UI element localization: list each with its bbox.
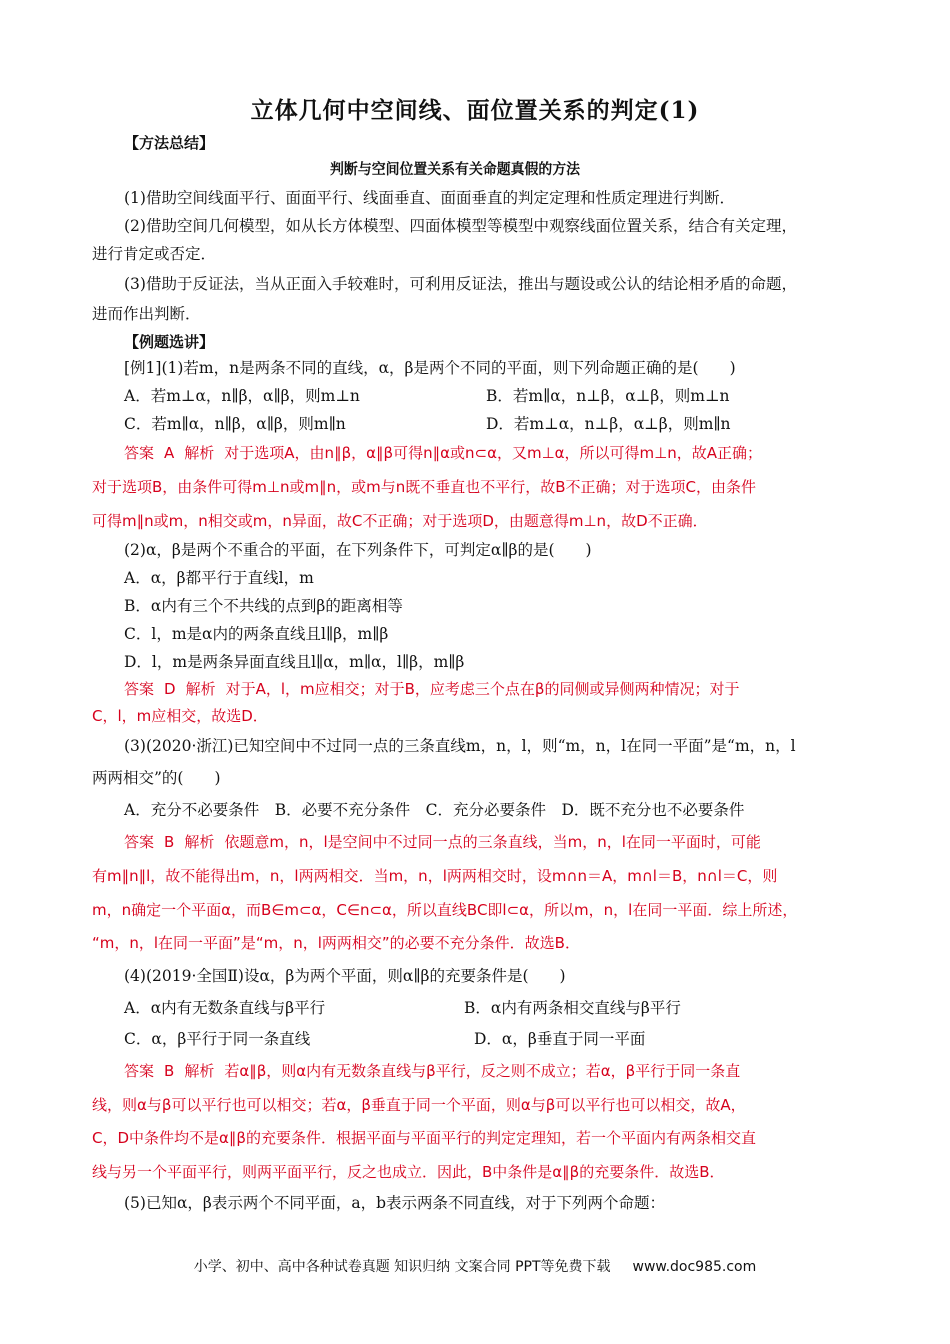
- option-a: A．α内有无数条直线与β平行: [124, 999, 326, 1017]
- analysis-text: 对于选项A，由n∥β，α∥β可得n∥α或n⊂α，又m⊥α，所以可得m⊥n，故A正确；: [224, 444, 762, 462]
- option-c: C．l，m是α内的两条直线且l∥β，m∥β: [124, 625, 389, 643]
- answer-value: D: [164, 680, 176, 698]
- footer-text: 小学、初中、高中各种试卷真题 知识归纳 文案合同 PPT等免费下载: [193, 1259, 611, 1275]
- analysis-label: 解析: [184, 444, 215, 462]
- question-stem: (4)(2019·全国Ⅱ)设α，β为两个平面，则α∥β的充要条件是( ): [124, 967, 566, 985]
- option-a: A．α，β都平行于直线l，m: [124, 569, 314, 587]
- analysis-text: 可得m∥n或m，n相交或m，n异面，故C不正确；对于选项D，由题意得m⊥n，故D不正确．: [92, 512, 708, 530]
- analysis-text: 对于选项B，由条件可得m⊥n或m∥n，或m与n既不垂直也不平行，故B不正确；对于选项C，由条件: [92, 478, 756, 496]
- answer-line: [124, 832, 761, 852]
- page-footer: [0, 1256, 950, 1276]
- options-row: A．充分不必要条件 B．必要不充分条件 C．充分必要条件 D．既不充分也不必要条件: [124, 801, 745, 819]
- question-stem: (3)(2020·浙江)已知空间中不过同一点的三条直线m，n，l，则“m，n，l在同一平面”是“m，n，l: [124, 737, 796, 755]
- analysis-text: 对于A，l，m应相交；对于B，应考虑三个点在β的同侧或异侧两种情况；对于: [225, 680, 740, 698]
- analysis-text: m，n确定一个平面α，而B∈m⊂α，C∈n⊂α，所以直线BC即l⊂α，所以m，n，l在同一平面．综上所述，: [92, 901, 798, 919]
- analysis-text: C，l，m应相交，故选D．: [92, 707, 268, 725]
- method-line: (2)借助空间几何模型，如从长方体模型、四面体模型等模型中观察线面位置关系，结合有关定理，: [124, 217, 797, 235]
- answer-label: 答案: [124, 680, 155, 698]
- answer-value: B: [164, 1062, 175, 1080]
- answer-label: 答案: [124, 833, 155, 851]
- answer-line: [124, 679, 740, 699]
- analysis-label: 解析: [185, 680, 216, 698]
- option-b: B．α内有两条相交直线与β平行: [464, 999, 681, 1017]
- analysis-text: 线，则α与β可以平行也可以相交；若α，β垂直于同一个平面，则α与β可以平行也可以相交，故A，: [92, 1096, 746, 1114]
- option-a: A．若m⊥α，n∥β，α∥β，则m⊥n: [124, 387, 360, 405]
- option-d: D．l，m是两条异面直线且l∥α，m∥α，l∥β，m∥β: [124, 653, 465, 671]
- answer-label: 答案: [124, 1062, 155, 1080]
- analysis-text: 依题意m，n，l是空间中不过同一点的三条直线，当m，n，l在同一平面时，可能: [224, 833, 761, 851]
- analysis-text: “m，n，l在同一平面”是“m，n，l两两相交”的必要不充分条件．故选B．: [92, 934, 580, 952]
- method-line: (1)借助空间线面平行、面面平行、线面垂直、面面垂直的判定定理和性质定理进行判断．: [124, 189, 735, 207]
- answer-value: A: [164, 444, 175, 462]
- option-b: B．若m∥α，n⊥β，α⊥β，则m⊥n: [486, 387, 730, 405]
- question-stem: (5)已知α，β表示两个不同平面，a，b表示两条不同直线，对于下列两个命题：: [124, 1194, 666, 1212]
- option-d: D．若m⊥α，n⊥β，α⊥β，则m∥n: [486, 415, 731, 433]
- page-title: 立体几何中空间线、面位置关系的判定(1): [250, 97, 700, 124]
- answer-line: [124, 443, 762, 463]
- answer-value: B: [164, 833, 175, 851]
- question-stem: [例1](1)若m，n是两条不同的直线，α，β是两个不同的平面，则下列命题正确的是( ): [124, 359, 736, 377]
- question-stem: (2)α，β是两个不重合的平面，在下列条件下，可判定α∥β的是( ): [124, 541, 592, 559]
- answer-line: [124, 1061, 740, 1081]
- section-heading-method: 【方法总结】: [124, 134, 215, 152]
- option-c: C．α，β平行于同一条直线: [124, 1030, 311, 1048]
- footer-url[interactable]: www.doc985.com: [632, 1259, 757, 1275]
- option-b: B．α内有三个不共线的点到β的距离相等: [124, 597, 403, 615]
- analysis-label: 解析: [184, 833, 215, 851]
- method-line: 进而作出判断．: [92, 305, 201, 323]
- analysis-text: 线与另一个平面平行，则两平面平行，反之也成立．因此，B中条件是α∥β的充要条件．故选B．: [92, 1163, 725, 1181]
- analysis-label: 解析: [184, 1062, 215, 1080]
- method-line: 进行肯定或否定．: [92, 245, 217, 263]
- question-stem: 两两相交”的( ): [92, 769, 221, 787]
- section-heading-examples: 【例题选讲】: [124, 333, 215, 351]
- analysis-text: 有m∥n∥l，故不能得出m，n，l两两相交．当m，n，l两两相交时，设m∩n＝A，m∩l＝B，n∩l＝C，则: [92, 867, 778, 885]
- analysis-text: C，D中条件均不是α∥β的充要条件．根据平面与平面平行的判定定理知，若一个平面内有两条相交直: [92, 1129, 756, 1147]
- method-line: (3)借助于反证法，当从正面入手较难时，可利用反证法，推出与题设或公认的结论相矛盾的命题，: [124, 275, 797, 293]
- answer-label: 答案: [124, 444, 155, 462]
- method-subtitle: 判断与空间位置关系有关命题真假的方法: [330, 162, 581, 178]
- analysis-text: 若α∥β，则α内有无数条直线与β平行，反之则不成立；若α，β平行于同一条直: [224, 1062, 741, 1080]
- option-d: D．α，β垂直于同一平面: [474, 1030, 646, 1048]
- option-c: C．若m∥α，n∥β，α∥β，则m∥n: [124, 415, 346, 433]
